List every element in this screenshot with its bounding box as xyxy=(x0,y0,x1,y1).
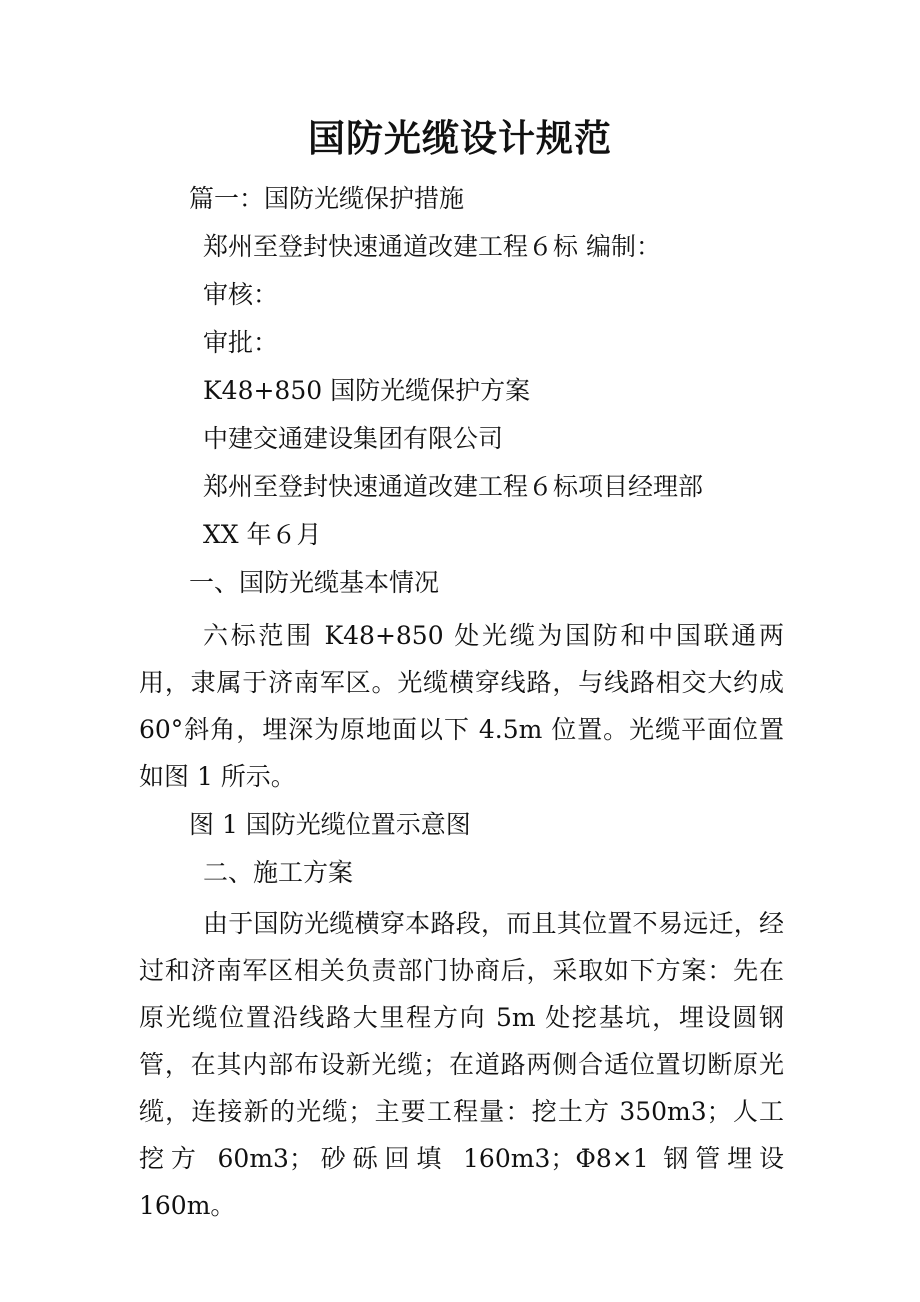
paragraph-basic-situation: 六标范围 K48+850 处光缆为国防和中国联通两用，隶属于济南军区。光缆横穿线路，与线路相交大约成 60°斜角，埋深为原地面以下 4.5m 位置。光缆平面位置如图 1 所示。 xyxy=(139,621,784,791)
paragraph-construction-plan: 由于国防光缆横穿本路段，而且其位置不易远迁，经过和济南军区相关负责部门协商后，采取如下方案：先在原光缆位置沿线路大里程方向 5m 处挖基坑，埋设圆钢管，在其内部布设新光缆；在道路两侧合适位置切断原光缆，连接新的光缆；主要工程量：挖土方 350m3；人工挖方 60m3；砂砾回填 160m3；Φ8×1 钢管埋设 160m。 xyxy=(139,909,784,1220)
reviewer-line: 审核： xyxy=(203,280,279,309)
heading-construction-plan: 二、施工方案 xyxy=(203,858,354,887)
date-line: XX 年６月 xyxy=(203,520,322,549)
figure-caption: 图 1 国防光缆位置示意图 xyxy=(189,810,471,839)
approver-line: 审批： xyxy=(203,328,279,357)
document-title: 国防光缆设计规范 xyxy=(308,116,612,160)
plan-title-line: K48+850 国防光缆保护方案 xyxy=(203,376,531,405)
company-line: 中建交通建设集团有限公司 xyxy=(203,424,504,453)
section-one-heading: 篇一：国防光缆保护措施 xyxy=(189,184,465,213)
project-line: 郑州至登封快速通道改建工程６标 编制： xyxy=(203,232,661,261)
heading-basic-situation: 一、国防光缆基本情况 xyxy=(189,568,440,597)
department-line: 郑州至登封快速通道改建工程６标项目经理部 xyxy=(203,472,704,501)
